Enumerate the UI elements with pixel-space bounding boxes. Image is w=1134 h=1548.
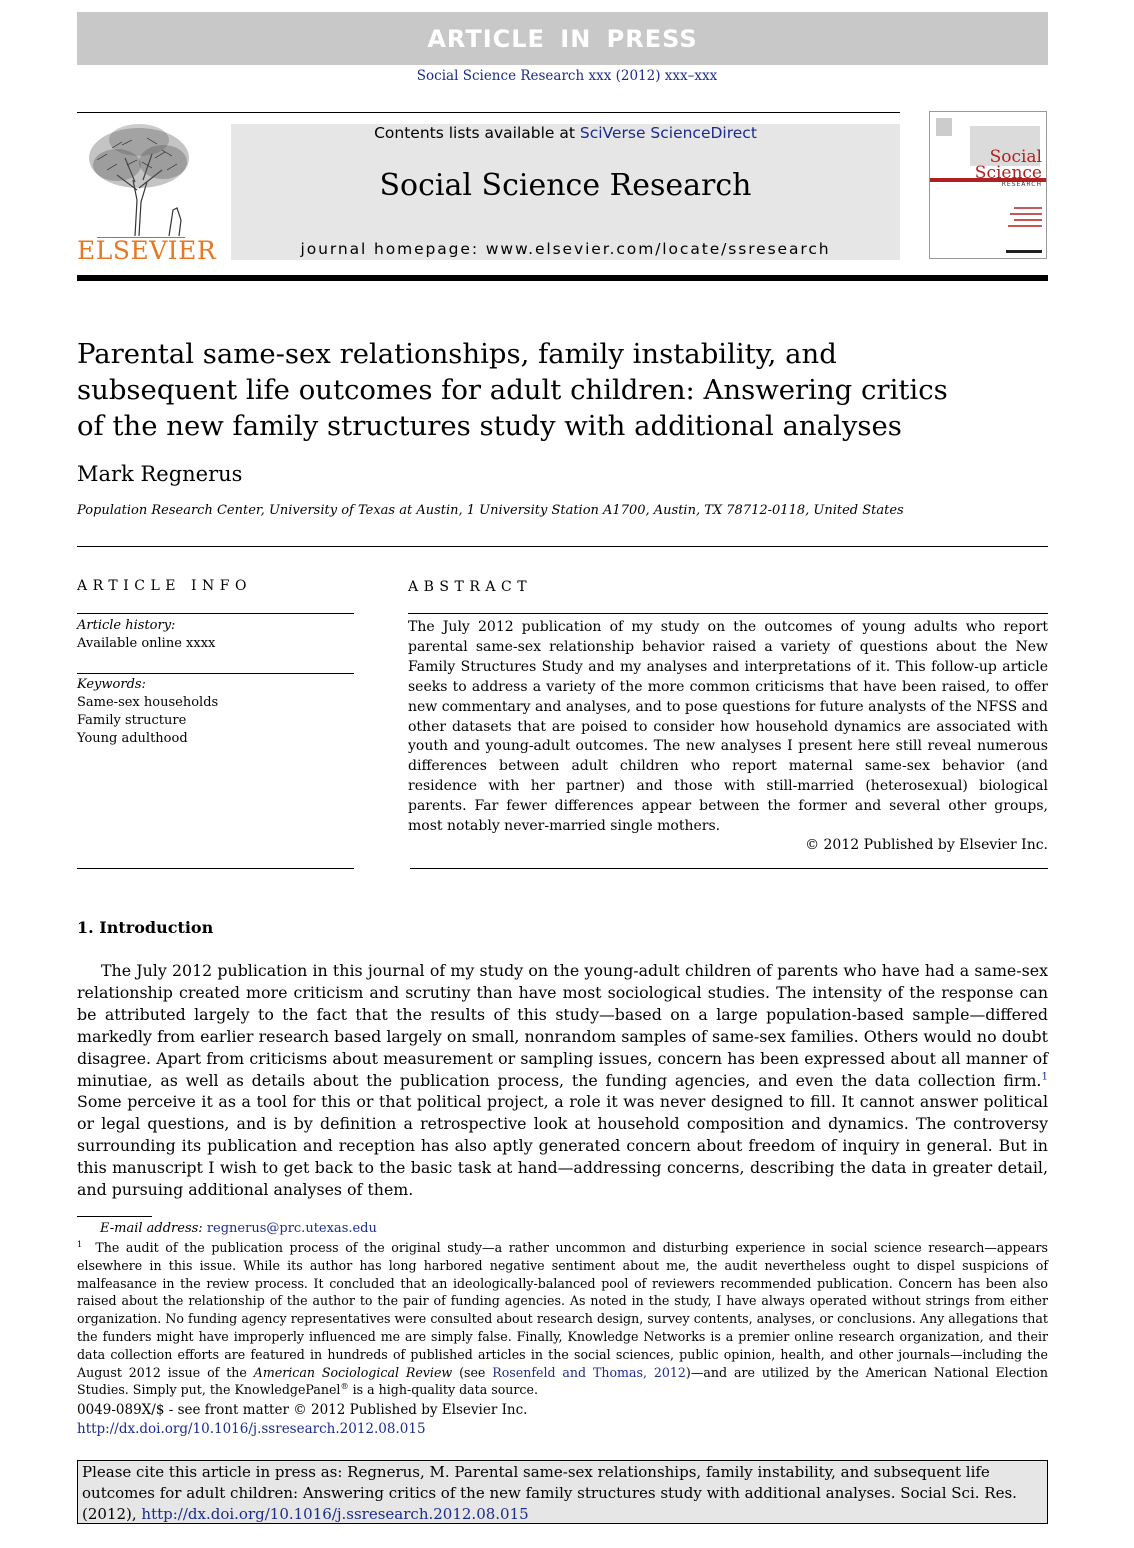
header-rule bbox=[77, 112, 900, 113]
email-link[interactable]: regnerus@prc.utexas.edu bbox=[206, 1221, 377, 1236]
contents-line bbox=[231, 124, 900, 142]
intro-text-a: The July 2012 publication in this journal of my study on the young-adult children of parents who have had a same-sex relationship created more criticism and scrutiny than have most sociological studies. The intensity of the response can be attributed largely to the fact that the results of this study—based on a large population-based sample—differed markedly from earlier research based largely on small, nonrandom samples of same-sex families. Others would no doubt disagree. Apart from criticisms about measurement or sampling issues, concern has been expressed about all manner of minutiae, as well as details about the publication process, the funding agencies, and even the data collection firm. bbox=[77, 961, 1048, 1090]
article-info-bottom-rule bbox=[77, 868, 354, 869]
registered-mark: ® bbox=[340, 1381, 349, 1392]
citation-doi-link[interactable]: http://dx.doi.org/10.1016/j.ssresearch.2012.08.015 bbox=[141, 1505, 529, 1523]
article-history bbox=[77, 617, 215, 653]
keywords-label: Keywords: bbox=[77, 677, 146, 692]
footnote-reference-link[interactable]: Rosenfeld and Thomas, 2012 bbox=[492, 1364, 686, 1380]
citation-text: Please cite this article in press as: Regnerus, M. Parental same-sex relationships, family instability, and subsequent life outcomes for adult children: Answering critics of the new family structures study with additional analyses. Social Sci. Res. (2012), bbox=[82, 1463, 1017, 1523]
cover-subtitle: RESEARCH bbox=[1001, 181, 1042, 188]
journal-homepage[interactable]: journal homepage: www.elsevier.com/locate/ssresearch bbox=[300, 240, 831, 258]
abstract-text: The July 2012 publication of my study on the outcomes of young adults who report parental same-sex relationship behavior raised a variety of questions about the New Family Structures Study and my analyses and interpretations of it. This follow-up article seeks to address a variety of the more common criticisms that have been raised, to offer new commentary and analyses, and to pose questions for future analysts of the NFSS and other datasets that are poised to consider how household dynamics are associated with youth and young-adult outcomes. The new analyses I present here still reveal numerous differences between adult children who report maternal same-sex behavior (and residence with her partner) and those with still-married (heterosexual) biological parents. Far fewer differences appear between the former and several other groups, most notably never-married single mothers. bbox=[408, 619, 1048, 835]
footnote-rule bbox=[77, 1216, 152, 1217]
sciencedirect-link[interactable]: SciVerse ScienceDirect bbox=[579, 124, 757, 142]
footnote-text-d: is a high-quality data source. bbox=[348, 1382, 538, 1398]
footnote-text-c: )—and are utilized by the American National Election Studies. Simply put, the KnowledgePanel bbox=[77, 1364, 1048, 1398]
author-email bbox=[100, 1221, 377, 1236]
abstract-copyright: © 2012 Published by Elsevier Inc. bbox=[805, 837, 1048, 853]
article-info-rule bbox=[77, 613, 354, 614]
cover-title-social: Social bbox=[989, 147, 1042, 167]
author-affiliation: Population Research Center, University of Texas at Austin, 1 University Station A1700, Austin, TX 78712-0118, United States bbox=[77, 503, 904, 518]
footnote-marker[interactable]: 1 bbox=[1041, 1070, 1048, 1083]
front-matter bbox=[77, 1401, 527, 1438]
article-title: Parental same-sex relationships, family instability, and subsequent life outcomes for adult children: Answering critics of the new family structures study with additional analyses bbox=[77, 338, 948, 442]
journal-reference[interactable]: Social Science Research xxx (2012) xxx–xxx bbox=[416, 68, 718, 84]
keywords-block bbox=[77, 676, 218, 748]
introduction-heading: 1. Introduction bbox=[77, 918, 214, 937]
keyword-item: Same-sex households bbox=[77, 695, 219, 710]
citation-box bbox=[77, 1460, 1048, 1524]
history-label: Article history: bbox=[77, 618, 176, 633]
introduction-paragraph bbox=[77, 960, 1048, 1201]
journal-cover bbox=[929, 111, 1047, 259]
abstract-rule bbox=[408, 613, 1048, 614]
keywords-rule bbox=[77, 673, 354, 674]
title-rule bbox=[77, 546, 1048, 547]
history-value: Available online xxxx bbox=[77, 636, 216, 651]
doi-link[interactable]: http://dx.doi.org/10.1016/j.ssresearch.2012.08.015 bbox=[77, 1420, 426, 1437]
article-info-heading: ARTICLE INFO bbox=[77, 578, 252, 594]
footnote-1 bbox=[77, 1239, 1048, 1399]
footnote-journal: American Sociological Review bbox=[253, 1364, 453, 1380]
cover-title-science: Science bbox=[974, 163, 1042, 183]
intro-text-b: Some perceive it as a tool for this or that political project, a role it was never designed to fill. It cannot answer political or legal questions, and is by definition a retrospective look at household composition and dynamics. The controversy surrounding its publication and reception has also aptly generated concern about freedom of inquiry in general. But in this manuscript I wish to get back to the basic task at hand—addressing concerns, describing the data in greater detail, and pursuing additional analyses of them. bbox=[77, 1092, 1048, 1200]
keyword-item: Young adulthood bbox=[77, 731, 188, 746]
journal-title: Social Science Research bbox=[379, 168, 752, 203]
article-author: Mark Regnerus bbox=[77, 462, 243, 486]
footnote-text-a: The audit of the publication process of the original study—a rather uncommon and disturbing experience in social science research—appears elsewhere in this issue. While its author has long harbored negative sentiment about me, the audit nevertheless ought to dispel suspicions of malfeasance in the review process. It concluded that an ideologically-balanced pool of reviewers recommended publication. Concern has been also raised about the relationship of the author to the pair of funding agencies. As noted in the study, I have always operated without strings from either organization. No funding agency representatives were consulted about research design, survey contents, analyses, or conclusions. Any allegations that the funders might have improperly influenced me are simply false. Finally, Knowledge Networks is a premier online research organization, and their data collection efforts are featured in hundreds of published articles in the social sciences, public opinion, health, and other journals—including the August 2012 issue of the bbox=[77, 1240, 1048, 1380]
abstract-heading: ABSTRACT bbox=[408, 579, 533, 595]
keyword-item: Family structure bbox=[77, 713, 187, 728]
issn-line: 0049-089X/$ - see front matter © 2012 Published by Elsevier Inc. bbox=[77, 1402, 528, 1418]
footnote-number: 1 bbox=[77, 1238, 83, 1249]
publisher-wordmark: ELSEVIER bbox=[77, 236, 217, 265]
footnote-text-b: (see bbox=[452, 1364, 493, 1380]
email-label: E-mail address: bbox=[100, 1221, 207, 1236]
contents-prefix: Contents lists available at bbox=[374, 124, 580, 142]
article-in-press-banner: ARTICLE IN PRESS bbox=[77, 12, 1048, 65]
masthead-rule bbox=[77, 275, 1048, 281]
abstract-bottom-rule bbox=[410, 868, 1048, 869]
